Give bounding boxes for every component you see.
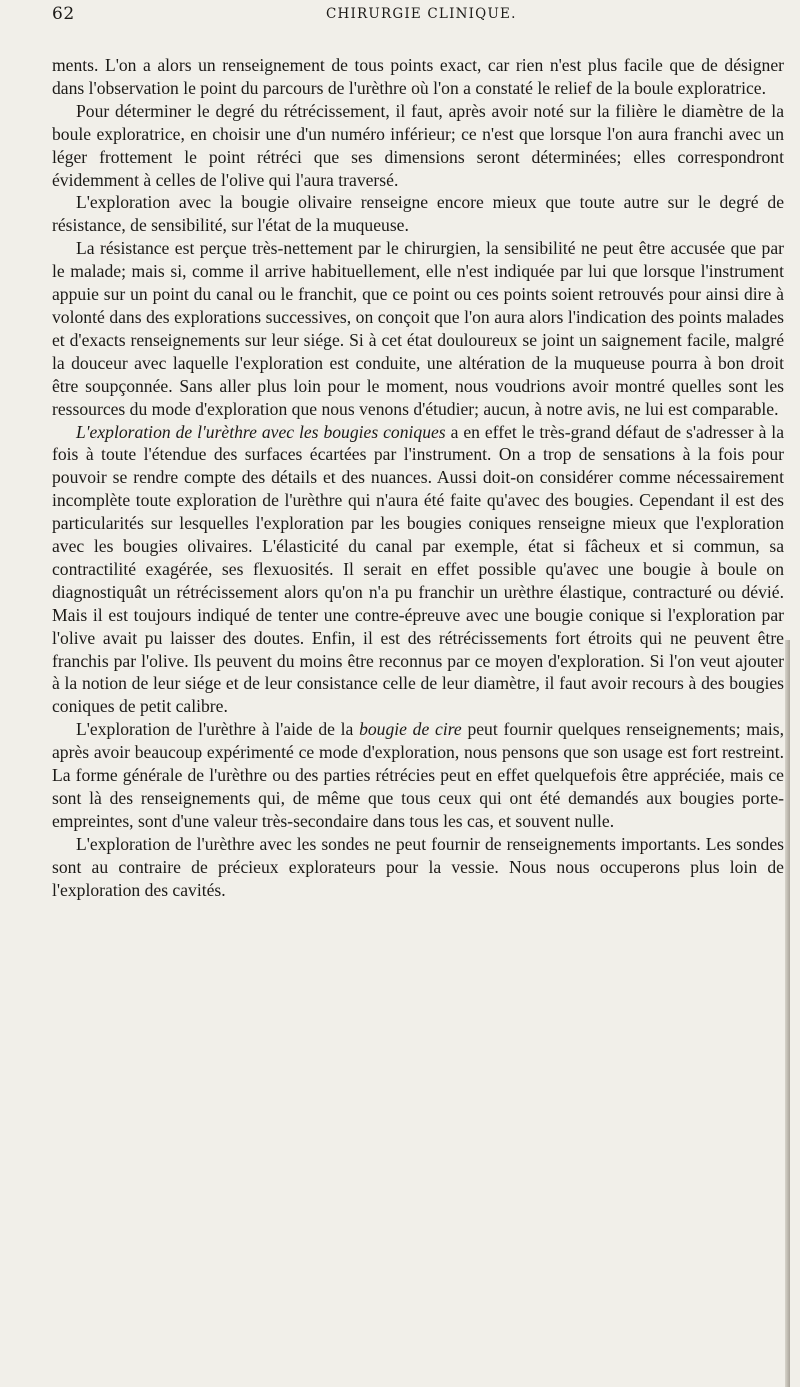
paragraph-text: La résistance est perçue très-nettement par le chirurgien, la sensibilité ne peut être accusée que par le malade; mais si, comme il arrive habituellement, elle n'est indiquée par lui que lorsque l'instrument appuie sur un point du canal ou le franchit, que ce point ou ces points soient retrouvés pour ainsi dire à volonté dans des explorations successives, on conçoit que l'on aura alors l'indication des points malades et d'exacts renseignements sur leur siége. Si à cet état douloureux se joint un saignement facile, malgré la douceur avec laquelle l'exploration est conduite, une altération de la muqueuse pourra à bon droit être soupçonnée. Sans aller plus loin pour le moment, nous voudrions avoir montré quelles sont les ressources du mode d'exploration que nous venons d'étudier; aucun, à notre avis, ne lui est comparable. xyxy=(52,238,784,419)
paragraph xyxy=(52,191,784,237)
paragraph xyxy=(52,100,784,192)
page-edge-shadow xyxy=(785,640,790,1387)
paragraph-text: peut fournir quelques renseignements; mais, après avoir beaucoup expérimenté ce mode d'exploration, nous pensons que son usage est fort restreint. La forme générale de l'urèthre ou des parties rétrécies peut en effet quelquefois être appréciée, mais ce sont là des renseignements qui, de même que tous ceux qui ont été demandés aux bougies porte-empreintes, sont d'une valeur très-secondaire dans tous les cas, et souvent nulle. xyxy=(52,719,784,831)
page-number: 62 xyxy=(52,4,75,24)
paragraph-text: L'exploration avec la bougie olivaire renseigne encore mieux que toute autre sur le degré de résistance, de sensibilité, sur l'état de la muqueuse. xyxy=(52,192,784,236)
paragraph xyxy=(52,421,784,719)
running-title: CHIRURGIE CLINIQUE. xyxy=(326,6,517,22)
paragraph xyxy=(52,833,784,902)
paragraph-text: Pour déterminer le degré du rétrécissement, il faut, après avoir noté sur la filière le diamètre de la boule exploratrice, en choisir une d'un numéro inférieur; ce n'est que lorsque l'on aura franchi avec un léger frottement le point rétréci que ses dimensions seront déterminées; elles correspondront évidemment à celles de l'olive qui l'aura traversé. xyxy=(52,100,784,190)
paragraph-continuation xyxy=(52,54,784,100)
paragraph-text: a en effet le très-grand défaut de s'adresser à la fois à toute l'étendue des surfaces écartées par l'instrument. On a trop de sensations à la fois pour pouvoir se rendre compte des détails et des nuances. Aussi doit-on considérer comme nécessairement incomplète toute exploration de l'urèthre qui n'aura été faite qu'avec des bougies. Cependant il est des particularités sur lesquelles l'exploration par les bougies coniques renseigne mieux que l'exploration avec les bougies olivaires. L'élasticité du canal par exemple, état si fâcheux et si commun, sa contractilité exagérée, ses flexuosités. Il serait en effet possible qu'avec une bougie à boule on diagnostiquât un rétrécissement alors qu'on n'a pu franchir un urèthre élastique, contracturé ou dévié. Mais il est toujours indiqué de tenter une contre-épreuve avec une bougie conique si l'exploration par l'olive avait pu laisser des doutes. Enfin, il est des rétrécissements fort étroits qui ne peuvent être franchis par l'olive. Ils peuvent du moins être reconnus par ce moyen d'exploration. Si l'on veut ajouter à la notion de leur siége et de leur consistance celle de leur diamètre, il faut avoir recours à des bougies coniques de petit calibre. xyxy=(52,421,784,717)
paragraph-text: ments. L'on a alors un renseignement de tous points exact, car rien n'est plus facile que de désigner dans l'observation le point du parcours de l'urèthre où l'on a constaté le relief de la boule exploratrice. xyxy=(52,55,784,98)
body-text xyxy=(52,54,784,902)
paragraph-text: L'exploration de l'urèthre avec les sondes ne peut fournir de renseignements importants. Les sondes sont au contraire de précieux explorateurs pour la vessie. Nous nous occuperons plus loin de l'exploration des cavités. xyxy=(52,833,784,900)
paragraph xyxy=(52,718,784,833)
italic-term: bougie de cire xyxy=(359,719,462,740)
paragraph-lead: L'exploration de l'urèthre à l'aide de la xyxy=(76,719,360,740)
book-page xyxy=(38,0,790,1387)
paragraph xyxy=(52,237,784,420)
running-header xyxy=(38,0,790,58)
italic-heading: L'exploration de l'urèthre avec les bougies coniques xyxy=(76,421,446,442)
